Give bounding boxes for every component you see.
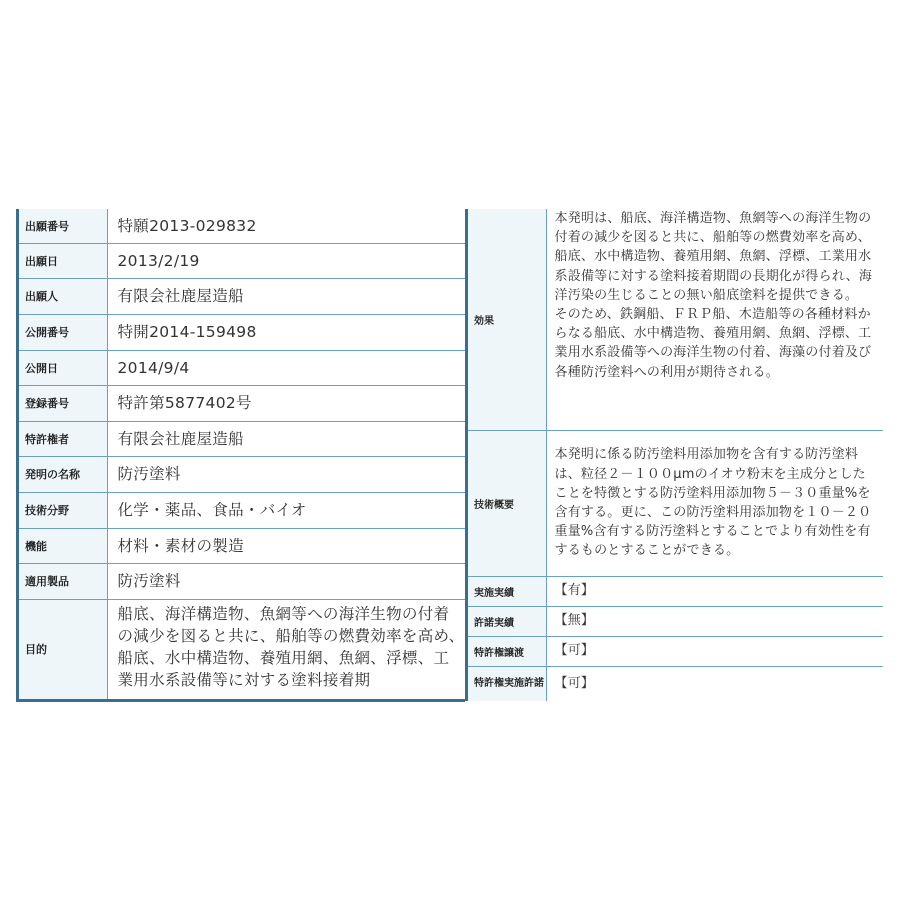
table-row [19,209,465,243]
applicable-product: 防汚塗料 [107,563,465,599]
purpose-text: 船底、海洋構造物、魚網等への海洋生物の付着の減少を図ると共に、船舶等の燃費効率を高め、船底、水中構造物、養殖用網、魚網、浮標、工業用水系設備等に対する塗料接着期 [107,599,465,701]
table-row [468,430,883,576]
row-label: 技術概要 [468,430,546,576]
registration-number: 特許第5877402号 [107,385,465,421]
publication-number: 特開2014-159498 [107,314,465,350]
table-row [19,243,465,278]
table-row [468,209,883,430]
effect-paragraph-1: 本発明は、船底、海洋構造物、魚網等への海洋生物の付着の減少を図ると共に、船舶等の燃費効率を高め、船底、水中構造物、養殖用網、魚網、浮標、工業用水系設備等に対する塗料接着期間の長期化が得られ、海洋汚染の生じることの無い船底塗料を提供できる。 [554,211,873,303]
patent-holder: 有限会社鹿屋造船 [107,421,465,456]
table-row [19,456,465,492]
row-label: 出願番号 [19,209,107,243]
row-label: 適用製品 [19,563,107,599]
row-label: 効果 [468,209,546,430]
table-row [19,563,465,599]
table-row [468,666,883,701]
patent-info-table-left [16,209,465,701]
table-row [19,492,465,528]
row-label: 実施実績 [468,576,546,606]
row-label: 出願日 [19,243,107,278]
row-label: 目的 [19,599,107,701]
row-label: 特許権者 [19,421,107,456]
row-label: 発明の名称 [19,456,107,492]
row-label: 公開日 [19,350,107,385]
row-label: 技術分野 [19,492,107,528]
table-row [19,350,465,385]
table-row [19,385,465,421]
table-row [19,599,465,701]
technical-overview-text: 本発明に係る防汚塗料用添加物を含有する防汚塗料は、粒径２－１００μmのイオウ粉末を主成分としたことを特徴とする防汚塗料用添加物５－３０重量%を含有する。更に、この防汚塗料用添加物を１０－２０重量%含有する防汚塗料とすることでより有効性を有するものとすることができる。 [546,430,883,576]
row-label: 登録番号 [19,385,107,421]
table-row [19,528,465,563]
row-label: 特許権実施許諾 [468,666,546,701]
row-label: 公開番号 [19,314,107,350]
technical-field: 化学・薬品、食品・バイオ [107,492,465,528]
table-row [19,314,465,350]
patent-transfer: 【可】 [546,636,883,666]
table-row [19,421,465,456]
applicant: 有限会社鹿屋造船 [107,278,465,314]
function: 材料・素材の製造 [107,528,465,563]
invention-title: 防汚塗料 [107,456,465,492]
row-label: 特許権譲渡 [468,636,546,666]
table-row [468,576,883,606]
patent-license-grant: 【可】 [546,666,883,701]
patent-info-table-right [465,209,883,701]
table-row [468,606,883,636]
license-record: 【無】 [546,606,883,636]
effect-text [546,209,883,430]
left-table-bottom-border [16,699,465,702]
effect-paragraph-2: そのため、鉄鋼船、ＦＲＰ船、木造船等の各種材料からなる船底、水中構造物、養殖用網、魚網、浮標、工業用水系設備等への海洋生物の付着、海藻の付着及び各種防汚塗料への利用が期待される。 [554,307,872,380]
publication-date: 2014/9/4 [107,350,465,385]
application-date: 2013/2/19 [107,243,465,278]
table-row [19,278,465,314]
application-number: 特願2013-029832 [107,209,465,243]
table-row [468,636,883,666]
row-label: 出願人 [19,278,107,314]
implementation-record: 【有】 [546,576,883,606]
row-label: 機能 [19,528,107,563]
row-label: 許諾実績 [468,606,546,636]
